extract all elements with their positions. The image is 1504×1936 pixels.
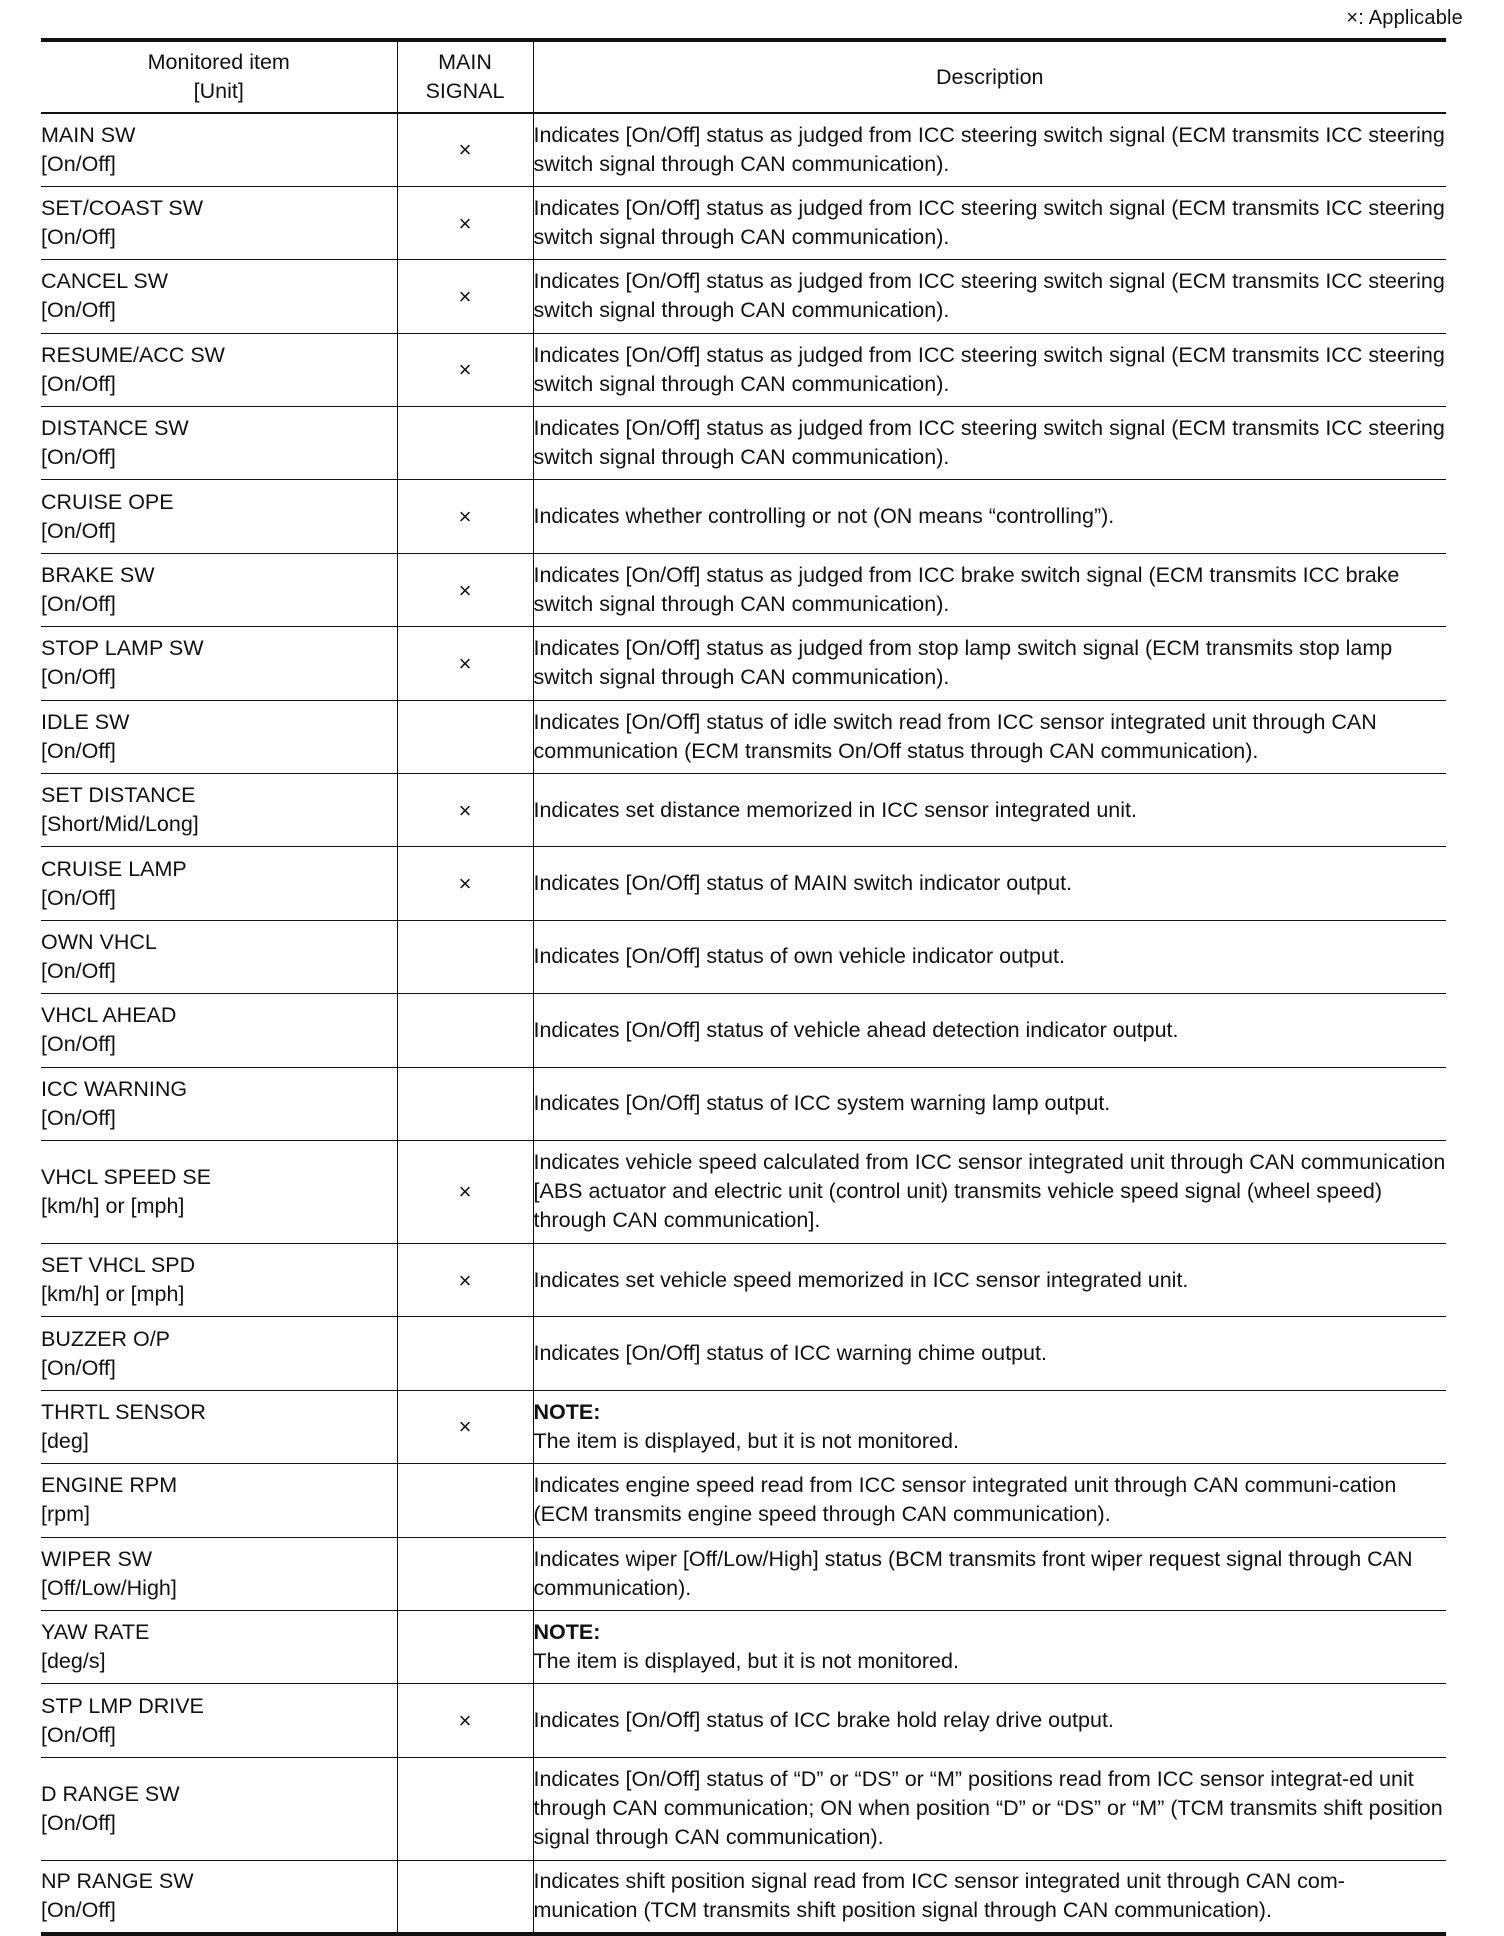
- item-unit: [On/Off]: [41, 1105, 116, 1130]
- table-row: [41, 1757, 1446, 1860]
- table-row: [41, 1537, 1446, 1610]
- description-text: Indicates [On/Off] status as judged from ICC steering switch signal (ECM transmits ICC steering switch signal through CAN communication).: [533, 196, 1445, 250]
- description-cell: [533, 847, 1446, 920]
- description-text: Indicates [On/Off] status as judged from ICC steering switch signal (ECM transmits ICC steering switch signal through CAN communication).: [533, 269, 1445, 323]
- description-cell: [533, 700, 1446, 773]
- description-text: Indicates [On/Off] status of ICC system warning lamp output.: [533, 1091, 1111, 1116]
- monitored-item-cell: [41, 1243, 397, 1316]
- item-name: BUZZER O/P: [41, 1326, 171, 1351]
- description-text: Indicates [On/Off] status of MAIN switch indicator output.: [533, 871, 1073, 896]
- main-signal-mark: ×: [397, 553, 533, 626]
- table-row: [41, 480, 1446, 553]
- description-cell: [533, 1464, 1446, 1537]
- item-name: OWN VHCL: [41, 929, 157, 954]
- table-row: [41, 1610, 1446, 1683]
- monitored-item-cell: [41, 994, 397, 1067]
- table-row: [41, 627, 1446, 700]
- table-row: [41, 1860, 1446, 1933]
- description-cell: [533, 920, 1446, 993]
- header-main-signal: [397, 40, 533, 113]
- main-signal-mark: [397, 1757, 533, 1860]
- description-text: Indicates [On/Off] status as judged from ICC steering switch signal (ECM transmits ICC steering switch signal through CAN communication).: [533, 416, 1445, 470]
- main-signal-mark: ×: [397, 186, 533, 259]
- item-name: VHCL AHEAD: [41, 1003, 177, 1028]
- header-main-label: MAIN: [438, 50, 492, 74]
- main-signal-mark: [397, 700, 533, 773]
- item-name: STOP LAMP SW: [41, 636, 204, 661]
- main-signal-mark: ×: [397, 627, 533, 700]
- description-cell: [533, 1757, 1446, 1860]
- description-cell: [533, 627, 1446, 700]
- item-unit: [deg]: [41, 1428, 89, 1453]
- header-description: Description: [533, 40, 1446, 113]
- description-text: Indicates [On/Off] status of “D” or “DS” or “M” positions read from ICC sensor integrat-ed unit through CAN communication; ON when position “D” or “DS” or “M” (TCM transmits shift position signal through CAN communication).: [533, 1767, 1443, 1850]
- item-name: ENGINE RPM: [41, 1473, 178, 1498]
- description-cell: [533, 1140, 1446, 1243]
- monitored-item-cell: [41, 1757, 397, 1860]
- item-name: CANCEL SW: [41, 269, 169, 294]
- description-text: The item is displayed, but it is not monitored.: [533, 1428, 959, 1453]
- item-unit: [km/h] or [mph]: [41, 1282, 185, 1307]
- table-row: [41, 407, 1446, 480]
- table-row: [41, 1684, 1446, 1757]
- table-row: [41, 1140, 1446, 1243]
- description-cell: [533, 1610, 1446, 1683]
- description-text: Indicates whether controlling or not (ON means “controlling”).: [533, 504, 1115, 529]
- main-signal-mark: ×: [397, 1243, 533, 1316]
- item-unit: [On/Off]: [41, 371, 116, 396]
- description-text: Indicates engine speed read from ICC sensor integrated unit through CAN communi-cation (ECM transmits engine speed through CAN communication).: [533, 1473, 1397, 1527]
- monitored-item-cell: [41, 1464, 397, 1537]
- table-row: [41, 1067, 1446, 1140]
- monitored-item-cell: [41, 480, 397, 553]
- applicable-legend: ×: Applicable: [1346, 7, 1463, 29]
- main-signal-mark: ×: [397, 480, 533, 553]
- item-name: SET DISTANCE: [41, 783, 196, 808]
- description-cell: [533, 1860, 1446, 1933]
- table-row: [41, 994, 1446, 1067]
- main-signal-mark: [397, 1464, 533, 1537]
- description-cell: [533, 1243, 1446, 1316]
- item-unit: [On/Off]: [41, 1722, 116, 1747]
- item-unit: [On/Off]: [41, 665, 116, 690]
- main-signal-mark: ×: [397, 847, 533, 920]
- description-cell: [533, 994, 1446, 1067]
- item-unit: [Off/Low/High]: [41, 1575, 177, 1600]
- monitored-item-cell: [41, 1610, 397, 1683]
- description-cell: [533, 113, 1446, 186]
- header-item-label: Monitored item: [147, 50, 290, 74]
- table-row: [41, 1243, 1446, 1316]
- item-name: CRUISE OPE: [41, 489, 174, 514]
- item-unit: [On/Off]: [41, 958, 116, 983]
- note-label: NOTE:: [533, 1399, 601, 1424]
- table-row: [41, 333, 1446, 406]
- item-unit: [On/Off]: [41, 1032, 116, 1057]
- monitored-item-cell: [41, 333, 397, 406]
- table-header-row: [41, 40, 1446, 113]
- monitored-item-cell: [41, 1684, 397, 1757]
- item-name: RESUME/ACC SW: [41, 342, 225, 367]
- table-row: [41, 186, 1446, 259]
- description-text: Indicates [On/Off] status of ICC warning chime output.: [533, 1341, 1047, 1366]
- item-name: DISTANCE SW: [41, 416, 189, 441]
- monitored-item-cell: [41, 1317, 397, 1390]
- monitored-item-cell: [41, 1537, 397, 1610]
- item-unit: [km/h] or [mph]: [41, 1193, 185, 1218]
- table-row: [41, 774, 1446, 847]
- description-cell: [533, 407, 1446, 480]
- header-monitored-item: [41, 40, 397, 113]
- main-signal-mark: ×: [397, 1684, 533, 1757]
- main-signal-mark: [397, 994, 533, 1067]
- monitored-item-cell: [41, 1140, 397, 1243]
- description-text: Indicates vehicle speed calculated from ICC sensor integrated unit through CAN communication [ABS actuator and electric unit (control unit) transmits vehicle speed signal (wheel speed) through CAN communication].: [533, 1150, 1446, 1233]
- description-cell: [533, 1317, 1446, 1390]
- monitored-item-cell: [41, 774, 397, 847]
- main-signal-mark: ×: [397, 1140, 533, 1243]
- description-text: Indicates wiper [Off/Low/High] status (BCM transmits front wiper request signal through CAN communication).: [533, 1546, 1413, 1600]
- main-signal-mark: ×: [397, 260, 533, 333]
- main-signal-mark: ×: [397, 1390, 533, 1463]
- item-unit: [rpm]: [41, 1502, 90, 1527]
- table-row: [41, 847, 1446, 920]
- table-body: [41, 113, 1446, 1934]
- main-signal-mark: ×: [397, 333, 533, 406]
- description-text: Indicates shift position signal read from ICC sensor integrated unit through CAN com-munication (TCM transmits shift position signal through CAN communication).: [533, 1869, 1345, 1923]
- description-cell: [533, 553, 1446, 626]
- table-row: [41, 260, 1446, 333]
- main-signal-mark: [397, 1860, 533, 1933]
- item-name: BRAKE SW: [41, 563, 155, 588]
- item-unit: [On/Off]: [41, 225, 116, 250]
- monitored-item-cell: [41, 407, 397, 480]
- item-unit: [On/Off]: [41, 1810, 116, 1835]
- item-name: IDLE SW: [41, 709, 130, 734]
- item-name: VHCL SPEED SE: [41, 1164, 212, 1189]
- item-name: CRUISE LAMP: [41, 856, 187, 881]
- item-unit: [deg/s]: [41, 1649, 106, 1674]
- table-row: [41, 553, 1446, 626]
- item-name: SET/COAST SW: [41, 196, 204, 221]
- item-unit: [On/Off]: [41, 885, 116, 910]
- description-text: The item is displayed, but it is not monitored.: [533, 1649, 959, 1674]
- description-text: Indicates [On/Off] status of own vehicle indicator output.: [533, 944, 1065, 969]
- description-text: Indicates [On/Off] status as judged from ICC brake switch signal (ECM transmits ICC brake switch signal through CAN communication).: [533, 563, 1400, 617]
- description-text: Indicates set distance memorized in ICC sensor integrated unit.: [533, 797, 1137, 822]
- description-cell: [533, 480, 1446, 553]
- table-row: [41, 1317, 1446, 1390]
- description-text: Indicates [On/Off] status as judged from stop lamp switch signal (ECM transmits stop lamp switch signal through CAN communication).: [533, 636, 1393, 690]
- item-unit: [On/Off]: [41, 592, 116, 617]
- main-signal-mark: ×: [397, 774, 533, 847]
- table-row: [41, 920, 1446, 993]
- main-signal-mark: [397, 1317, 533, 1390]
- description-text: Indicates set vehicle speed memorized in ICC sensor integrated unit.: [533, 1267, 1189, 1292]
- monitored-item-cell: [41, 1067, 397, 1140]
- main-signal-mark: [397, 1537, 533, 1610]
- description-cell: [533, 260, 1446, 333]
- monitored-item-cell: [41, 700, 397, 773]
- description-cell: [533, 186, 1446, 259]
- item-name: NP RANGE SW: [41, 1869, 194, 1894]
- item-name: SET VHCL SPD: [41, 1253, 196, 1278]
- description-cell: [533, 1684, 1446, 1757]
- main-signal-mark: [397, 1067, 533, 1140]
- item-unit: [On/Off]: [41, 1898, 116, 1923]
- monitored-item-cell: [41, 847, 397, 920]
- monitored-item-cell: [41, 260, 397, 333]
- main-signal-mark: [397, 407, 533, 480]
- item-name: STP LMP DRIVE: [41, 1693, 204, 1718]
- table-row: [41, 1464, 1446, 1537]
- description-cell: [533, 1537, 1446, 1610]
- description-text: Indicates [On/Off] status of vehicle ahead detection indicator output.: [533, 1017, 1179, 1042]
- item-name: THRTL SENSOR: [41, 1399, 206, 1424]
- item-unit: [On/Off]: [41, 298, 116, 323]
- item-unit: [On/Off]: [41, 738, 116, 763]
- description-cell: [533, 1390, 1446, 1463]
- description-text: Indicates [On/Off] status as judged from ICC steering switch signal (ECM transmits ICC steering switch signal through CAN communication).: [533, 342, 1445, 396]
- main-signal-mark: [397, 1610, 533, 1683]
- monitored-item-cell: [41, 920, 397, 993]
- item-name: D RANGE SW: [41, 1781, 180, 1806]
- description-text: Indicates [On/Off] status of idle switch read from ICC sensor integrated unit through CAN communication (ECM transmits On/Off status through CAN communication).: [533, 709, 1377, 763]
- item-unit: [Short/Mid/Long]: [41, 812, 199, 837]
- description-text: Indicates [On/Off] status of ICC brake hold relay drive output.: [533, 1708, 1114, 1732]
- item-name: YAW RATE: [41, 1620, 150, 1645]
- item-unit: [On/Off]: [41, 445, 116, 470]
- main-signal-mark: ×: [397, 113, 533, 186]
- monitored-item-cell: [41, 553, 397, 626]
- header-signal-label: SIGNAL: [425, 79, 505, 103]
- monitored-item-cell: [41, 1860, 397, 1933]
- description-text: Indicates [On/Off] status as judged from ICC steering switch signal (ECM transmits ICC steering switch signal through CAN communication).: [533, 122, 1445, 176]
- item-unit: [On/Off]: [41, 151, 116, 176]
- item-name: ICC WARNING: [41, 1076, 188, 1101]
- description-cell: [533, 333, 1446, 406]
- monitor-item-table: [41, 38, 1446, 1936]
- item-unit: [On/Off]: [41, 1355, 116, 1380]
- header-unit-label: [Unit]: [193, 79, 244, 103]
- table-row: [41, 700, 1446, 773]
- description-cell: [533, 774, 1446, 847]
- main-signal-mark: [397, 920, 533, 993]
- item-name: WIPER SW: [41, 1546, 153, 1571]
- item-unit: [On/Off]: [41, 518, 116, 543]
- table-row: [41, 113, 1446, 186]
- monitored-item-cell: [41, 186, 397, 259]
- note-label: NOTE:: [533, 1620, 601, 1645]
- monitored-item-cell: [41, 1390, 397, 1463]
- item-name: MAIN SW: [41, 122, 136, 147]
- monitored-item-cell: [41, 627, 397, 700]
- monitored-item-cell: [41, 113, 397, 186]
- table-row: [41, 1390, 1446, 1463]
- description-cell: [533, 1067, 1446, 1140]
